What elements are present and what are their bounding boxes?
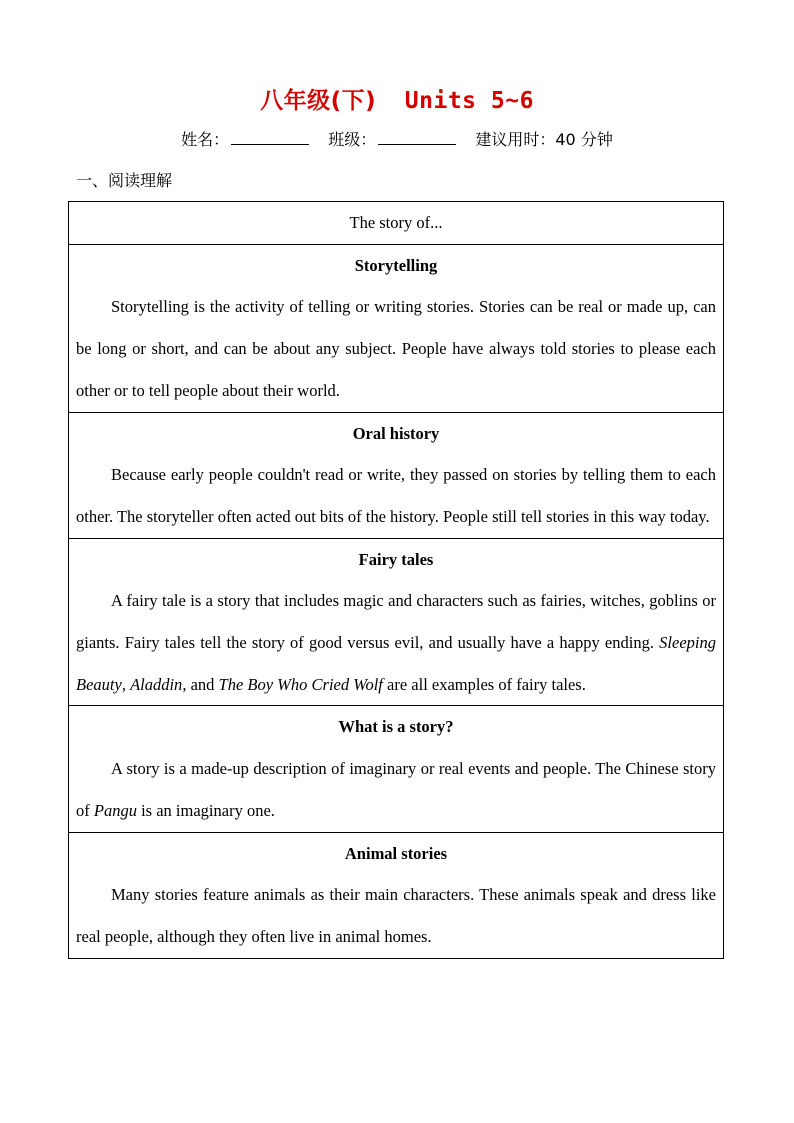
oral-history-body: Because early people couldn't read or write, they passed on stories by telling them to each other. The storyteller often acted out bits of the history. People still tell stories in this way today. [76,465,716,526]
what-is-story-text-2: is an imaginary one. [136,800,275,820]
fairy-tales-text-1: A fairy tale is a story that includes magic and characters such as fairies, witches, goblins or giants. Fairy tales tell the story of good versus evil, and usually have a happy ending. [76,591,716,653]
what-is-story-title: What is a story? [338,717,454,737]
fairy-tales-text-2: are all examples of fairy tales. [382,674,586,694]
table-row-animal-stories [69,832,723,958]
name-blank[interactable] [231,132,309,145]
table-row-fairy-tales [69,538,723,706]
work-title-pangu: Pangu [93,800,137,820]
storytelling-body: Storytelling is the activity of telling or writing stories. Stories can be real or made up, can be long or short, and can be about any subject. People have always told stories to please each other or to tell people about their world. [76,297,716,400]
work-title-sleeping-beauty: Sleeping Beauty [76,633,716,694]
fairy-tales-sep-2: , and [182,674,219,694]
title-units: Units 5~6 [404,88,534,114]
table-row-intro [69,202,723,244]
student-info-line [0,127,794,150]
table-row-oral-history [69,412,723,538]
class-blank[interactable] [378,132,456,145]
work-title-boy-who-cried-wolf: The Boy Who Cried Wolf [218,674,383,694]
oral-history-title: Oral history [352,423,440,443]
fairy-tales-sep-1: , [121,674,131,694]
section-heading: 一、阅读理解 [76,171,173,190]
animal-stories-title: Animal stories [344,843,448,863]
intro-text: The story of... [349,213,443,232]
title-grade: 八年级(下) [260,88,377,114]
page-title [0,82,794,115]
fairy-tales-title: Fairy tales [358,549,434,569]
work-title-aladdin: Aladdin [130,674,183,694]
table-row-storytelling [69,244,723,412]
name-label: 姓名： [181,130,230,149]
animal-stories-body: Many stories feature animals as their main characters. These animals speak and dress like real people, although they often live in animal homes. [76,885,716,946]
storytelling-title: Storytelling [354,255,438,275]
what-is-story-text-1: A story is a made-up description of imaginary or real events and people. The Chinese story of [76,759,716,820]
fairy-tales-body [76,580,716,705]
time-label: 建议用时：40 分钟 [475,130,613,149]
reading-table [68,201,724,959]
class-label: 班级： [328,130,377,149]
what-is-story-body [76,748,716,831]
table-row-what-is-story [69,705,723,831]
